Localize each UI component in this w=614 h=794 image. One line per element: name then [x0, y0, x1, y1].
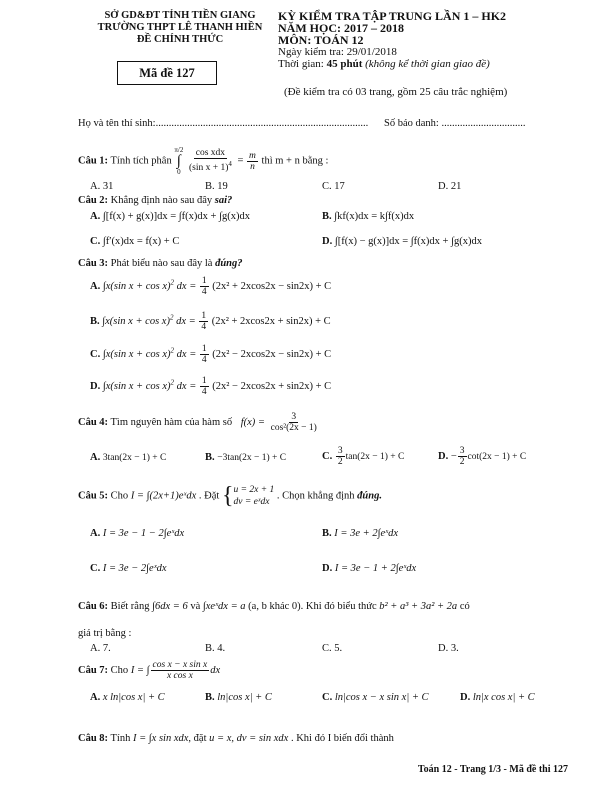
exam-info [278, 10, 506, 70]
exam-code-box: Mã đề 127 [117, 61, 217, 85]
q1-answer-d: D. 21 [438, 181, 462, 192]
question-5: Câu 5: Cho I = ∫(2x+1)eˣdx . Đặt {u = 2x + 1 dv = eˣdx . Chọn khẳng định đúng. [78, 483, 382, 509]
q6-answer-b: B. 4. [205, 643, 226, 654]
q3-answer-b: B. ∫x(sin x + cos x)$^2$ dx = $\frac{1}{4}$ (2x² + 2xcos2x + sin2x) + C [90, 311, 331, 332]
q1-answer-a: A. 31 [90, 181, 114, 192]
school-year: NĂM HỌC: 2017 – 2018 [278, 21, 404, 35]
q5-answer-d: D. I = 3e − 1 + 2∫eˣdx [322, 563, 417, 574]
department-name: SỞ GD&ĐT TỈNH TIỀN GIANG [104, 10, 256, 21]
student-id-line: Số báo danh: ................................ [384, 118, 526, 129]
q7-answer-c: C. ln|cos x − x sin x| + C [322, 692, 429, 703]
q7-answer-b: B. ln|cos x| + C [205, 692, 272, 703]
pages-note: (Đề kiểm tra có 03 trang, gồm 25 câu trắc nghiệm) [284, 86, 508, 98]
question-2: Câu 2: Khẳng định nào sau đây sai? [78, 195, 233, 206]
question-7: Câu 7: Cho I = ∫ $\frac{\text{cos x − x sin x}}{\text{x cos x}}$ dx [78, 660, 221, 681]
q6-answer-c: C. 5. [322, 643, 343, 654]
q4-answer-b: B. −3tan(2x − 1) + C [205, 452, 287, 463]
question-6: Câu 6: Biết rằng ∫6dx = 6 và ∫xeˣdx = a (a, b khác 0). Khi đó biểu thức b² + a³ + 3a² + 2a có [78, 601, 470, 612]
q2-answer-a: A. ∫[f(x) + g(x)]dx = ∫f(x)dx + ∫g(x)dx [90, 211, 250, 222]
page-footer: Toán 12 - Trang 1/3 - Mã đề thi 127 [417, 764, 568, 775]
q6-answer-a: A. 7. [90, 643, 111, 654]
q7-answer-a: A. x ln|cos x| + C [90, 692, 165, 703]
subject: MÔN: TOÁN 12 [278, 33, 364, 47]
student-name-line: Họ và tên thí sinh:................................................................................. [78, 118, 369, 129]
exam-time: Thời gian: 45 phút (không kể thời gian giao đề) [278, 58, 490, 70]
q5-answer-c: C. I = 3e − 2∫eˣdx [90, 563, 167, 574]
q1-answer-c: C. 17 [322, 181, 345, 192]
official-label: ĐỀ CHÍNH THỨC [136, 34, 224, 45]
q7-answer-d: D. ln|x cos x| + C [460, 692, 535, 703]
q1-answer-b: B. 19 [205, 181, 228, 192]
q4-answer-d: D. − $\frac{3}{2}$ cot(2x − 1) + C [438, 446, 527, 467]
school-name: TRƯỜNG THPT LÊ THANH HIỀN [97, 22, 263, 33]
question-3: Câu 3: Phát biểu nào sau đây là đúng? [78, 258, 243, 269]
question-8: Câu 8: Tính I = ∫x sin xdx, đặt u = x, dv = sin xdx . Khi đó I biến đổi thành [78, 733, 394, 744]
q3-answer-c: C. ∫x(sin x + cos x)$^2$ dx = $\frac{1}{4}$ (2x² − 2xcos2x − sin2x) + C [90, 344, 332, 365]
q2-answer-c: C. ∫f′(x)dx = f(x) + C [90, 236, 180, 247]
q4-answer-c: C. $\frac{3}{2}$ tan(2x − 1) + C [322, 446, 405, 467]
exam-title: KỲ KIỂM TRA TẬP TRUNG LẦN 1 – HK2 [278, 9, 507, 23]
q3-answer-a: A. ∫x(sin x + cos x)$^2$ dx = $\frac{1}{4}$ (2x² + 2xcos2x − sin2x) + C [90, 276, 332, 297]
question-1: Câu 1: Tính tích phân π/2 ∫ 0 $\frac{\text{cos xdx}}{(\sin x + 1)^4}$ = $\frac{m}{n}$ thì m + n bằng : [78, 146, 329, 176]
q2-answer-d: D. ∫[f(x) − g(x)]dx = ∫f(x)dx + ∫g(x)dx [322, 236, 482, 247]
school-header [60, 10, 300, 46]
q5-answer-a: A. I = 3e − 1 − 2∫eˣdx [90, 528, 185, 539]
q4-answer-a: A. 3tan(2x − 1) + C [90, 452, 167, 463]
exam-date: Ngày kiểm tra: 29/01/2018 [278, 46, 397, 58]
q6-line2: giá trị bằng : [78, 628, 132, 639]
q2-answer-b: B. ∫kf(x)dx = k∫f(x)dx [322, 211, 415, 222]
q3-answer-d: D. ∫x(sin x + cos x)$^2$ dx = $\frac{1}{4}$ (2x² − 2xcos2x + sin2x) + C [90, 376, 332, 397]
question-4: Câu 4: Tìm nguyên hàm của hàm số f(x) = $\frac{3}{\text{cos²(2x − 1)}}$ [78, 412, 317, 433]
q5-answer-b: B. I = 3e + 2∫eˣdx [322, 528, 399, 539]
q6-answer-d: D. 3. [438, 643, 459, 654]
